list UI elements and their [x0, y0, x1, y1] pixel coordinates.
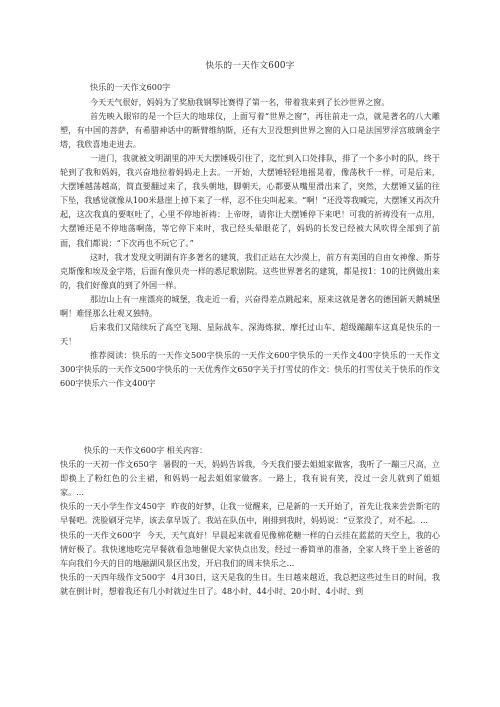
related-item-title[interactable]: 快乐的一天小学生作文450字 [60, 501, 166, 512]
paragraph-5: 那边山上有一座漂亮的城堡，我走近一看，兴奋得差点跳起来，原来这就是著名的德国新天鹅城堡啊！难怪那么壮观又独特。 [60, 293, 440, 318]
essay-body [60, 80, 440, 391]
related-item-text: 今天，天气真好！早晨起来就看见像棉花糖一样的白云挂在蓝蓝的天空上，我的心情好极了。我快速地吃完早餐就看急地催促大家快点出发，经过一番简单的准备，全家人终于坐上爸爸的车向我们今天的目的地融湖风景区出发，开启我们的周末快乐之... [60, 529, 440, 568]
paragraph-1: 今天天气很好，妈妈为了奖励我钢琴比赛得了第一名，带着我来到了长沙世界之窗。 [90, 96, 390, 107]
paragraph-6: 后来我们又陆续玩了高空飞翔、星际战车、深海炼狱、摩托过山车、超级蹦蹦车这真是快乐的一天！ [60, 322, 440, 347]
related-content [60, 443, 440, 598]
related-item[interactable] [60, 457, 440, 499]
related-item[interactable] [60, 528, 440, 570]
related-item-title[interactable]: 快乐的一天作文600字 [60, 529, 141, 540]
recommended-reading: 推荐阅读：快乐的一天作文500字快乐的一天作文600字快乐的一天作文400字快乐的一天作文300字快乐的一天作文500字快乐的一天优秀作文650字关于打雪仗的作文：快乐的打雪仗关于快乐的作文600字快乐六一作文400字 [60, 350, 440, 389]
essay-subtitle: 快乐的一天作文600字 [90, 82, 171, 92]
paragraph-3: 一进门，我就被文明湖里的冲天大摆锤吸引住了，迄忙到入口处排队，排了一个多小时的队，终于轮到了我和妈妈，我兴奋地拉着妈妈走上去。一开始，大摆锤轻轻地摇晃着，像荡秋千一样，可是后来，大摆锤越荡越高，简直要翻过来了，我头朝地，脚朝天，心都要从嘴里滑出来了，突然，大摆锤又猛的往下坠，我感觉就像从100米悬崖上掉下来了一样，忍不住尖叫起来。“啊！”还没等我喊完，大摆锤又再次升起，这次我真的要呕吐了，心里不停地祈祷：上帝呀，请你让大摆锤停下来吧！可我的祈祷没有一点用，大摆锤还是不停地荡啊荡，等它停下来时，我已经头晕眼花了，妈妈的长发已经被大风吹得全部到了前面，我们都说：“下次再也不玩它了。” [60, 152, 440, 248]
related-item-title[interactable]: 快乐的一天四年级作文500字 [60, 571, 166, 582]
related-item[interactable] [60, 570, 440, 598]
document-title: 快乐的一天作文600字 [205, 61, 295, 71]
related-item-text: 暑假的一天，妈妈告诉我，今天我们要去姐姐家做客，我听了一蹦三尺高，立即换上了粉红色的公主裙，和妈妈一起去姐姐家做客。一路上，我有说有笑，没过一会儿就到了姐姐家。... [60, 459, 440, 498]
related-item-text: 昨夜的好梦，让我一觉醒来，已是新的一天开始了，首先让我来尝尝斯宅的早餐吧。洗脸刷牙完毕，该去拿早饭了。我站在队伍中，刚排到我时，妈妈说：“豆浆没了，对不起。... [60, 501, 440, 526]
paragraph-4: 这时，我才发现文明湖有许多著名的建筑，我们正站在大沙漠上，前方有美国的自由女神像、斯芬克斯像和埃及金字塔，后面有像贝壳一样的悉尼歌剧院。这些世界著名的建筑，都是按1：10的比例做出来的，我们好像真的到了外国一样。 [60, 251, 440, 290]
paragraph-2: 首先映入眼帘的是一个巨大的地球仪，上面写着“世界之窗”，再往前走一点，就是著名的八大雕塑，有中国的菩萨，有希腊神话中的断臂维纳斯，还有大卫没想到世界之窗的入口是法国罗浮宫玻璃金字塔，我欣喜地走进去。 [60, 110, 440, 149]
related-heading: 快乐的一天作文600字 相关内容： [84, 445, 208, 455]
related-item[interactable] [60, 499, 440, 527]
related-item-text: 4月30日，这天是我的生日。生日越来越近，我总把这些过生日的时间，我就在倒计时，想着我还有几小时就过生日了。48小时、44小时、20小时、4小时、到 [60, 571, 440, 596]
related-item-title[interactable]: 快乐的一天初一作文650字 [60, 459, 157, 470]
